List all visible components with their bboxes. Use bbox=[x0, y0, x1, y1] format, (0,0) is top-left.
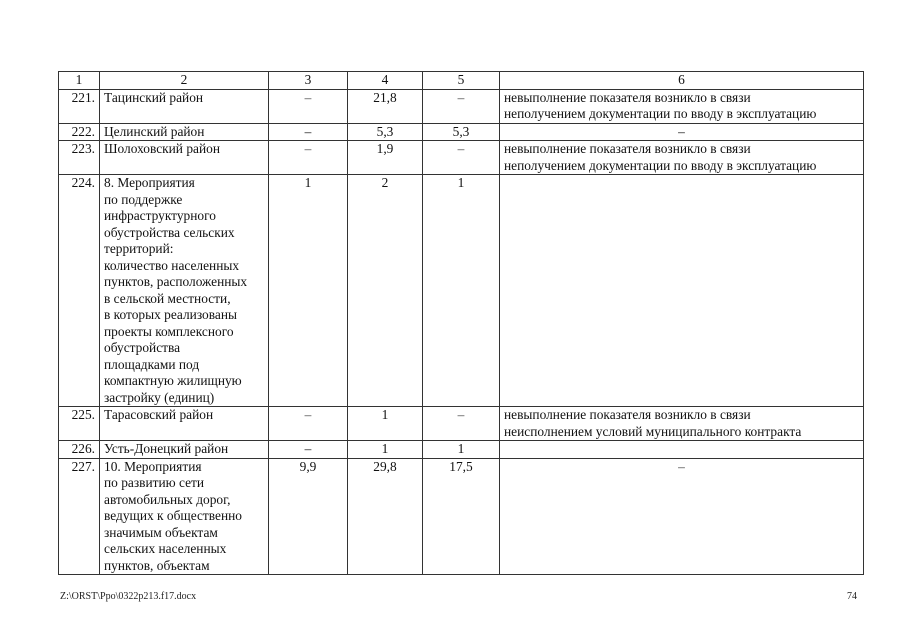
cell-col5: 5,3 bbox=[423, 123, 500, 141]
table-row bbox=[59, 141, 864, 175]
row-number: 221. bbox=[59, 89, 100, 123]
row-name: Шолоховский район bbox=[100, 141, 269, 175]
cell-col4: 5,3 bbox=[348, 123, 423, 141]
table-row bbox=[59, 441, 864, 459]
cell-col5: – bbox=[423, 89, 500, 123]
cell-col6: – bbox=[500, 123, 864, 141]
cell-col5: 17,5 bbox=[423, 458, 500, 575]
cell-col3: – bbox=[269, 123, 348, 141]
cell-col6: невыполнение показателя возникло в связи неполучением документации по вводу в эксплуатацию bbox=[500, 141, 864, 175]
table-row bbox=[59, 458, 864, 575]
cell-col4: 2 bbox=[348, 175, 423, 407]
report-table bbox=[58, 71, 864, 575]
page-number: 74 bbox=[847, 591, 857, 602]
cell-col4: 1 bbox=[348, 441, 423, 459]
cell-col5: 1 bbox=[423, 175, 500, 407]
cell-col6 bbox=[500, 441, 864, 459]
row-name: Целинский район bbox=[100, 123, 269, 141]
header-cell: 5 bbox=[423, 72, 500, 90]
table-row bbox=[59, 407, 864, 441]
cell-col4: 29,8 bbox=[348, 458, 423, 575]
cell-col6 bbox=[500, 175, 864, 407]
table-row bbox=[59, 175, 864, 407]
header-cell: 4 bbox=[348, 72, 423, 90]
cell-col3: 1 bbox=[269, 175, 348, 407]
row-number: 223. bbox=[59, 141, 100, 175]
cell-col3: 9,9 bbox=[269, 458, 348, 575]
cell-col4: 21,8 bbox=[348, 89, 423, 123]
cell-col4: 1,9 bbox=[348, 141, 423, 175]
row-number: 222. bbox=[59, 123, 100, 141]
header-cell: 3 bbox=[269, 72, 348, 90]
cell-col6: – bbox=[500, 458, 864, 575]
cell-col6: невыполнение показателя возникло в связи неполучением документации по вводу в эксплуатацию bbox=[500, 89, 864, 123]
row-number: 227. bbox=[59, 458, 100, 575]
row-name: 8. Мероприятия по поддержке инфраструктурного обустройства сельских территорий: количество населенных пунктов, расположенных в сельской местности, в которых реализованы проекты комплексного обустройства площадками под компактную жилищную застройку (единиц) bbox=[100, 175, 269, 407]
cell-col3: – bbox=[269, 407, 348, 441]
row-name: Тарасовский район bbox=[100, 407, 269, 441]
cell-col3: – bbox=[269, 441, 348, 459]
file-path: Z:\ORST\Ppo\0322p213.f17.docx bbox=[60, 591, 197, 602]
header-cell: 2 bbox=[100, 72, 269, 90]
row-name: Усть-Донецкий район bbox=[100, 441, 269, 459]
cell-col5: – bbox=[423, 141, 500, 175]
cell-col4: 1 bbox=[348, 407, 423, 441]
row-name: Тацинский район bbox=[100, 89, 269, 123]
row-number: 224. bbox=[59, 175, 100, 407]
cell-col6: невыполнение показателя возникло в связи неисполнением условий муниципального контракта bbox=[500, 407, 864, 441]
header-row bbox=[59, 72, 864, 90]
row-number: 225. bbox=[59, 407, 100, 441]
cell-col5: – bbox=[423, 407, 500, 441]
table-row bbox=[59, 89, 864, 123]
cell-col5: 1 bbox=[423, 441, 500, 459]
cell-col3: – bbox=[269, 141, 348, 175]
table-row bbox=[59, 123, 864, 141]
cell-col3: – bbox=[269, 89, 348, 123]
row-number: 226. bbox=[59, 441, 100, 459]
header-cell: 1 bbox=[59, 72, 100, 90]
header-cell: 6 bbox=[500, 72, 864, 90]
row-name: 10. Мероприятия по развитию сети автомобильных дорог, ведущих к общественно значимым объектам сельских населенных пунктов, объектам bbox=[100, 458, 269, 575]
